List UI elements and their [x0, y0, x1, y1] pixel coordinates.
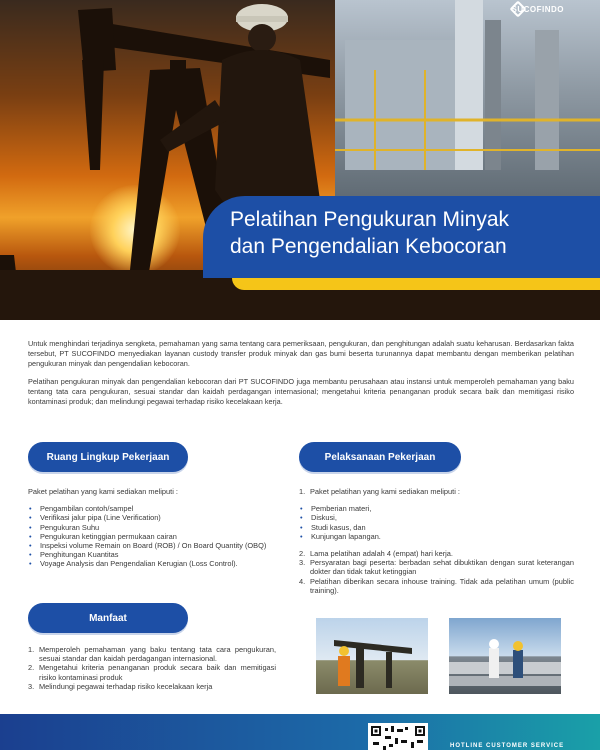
scope-lead: Paket pelatihan yang kami sediakan meliputi :	[28, 487, 178, 496]
list-item: • Penghitungan Kuantitas	[28, 550, 276, 559]
list-item	[28, 663, 276, 681]
execution-steps	[299, 549, 574, 595]
list-text: Memperoleh pemahaman yang baku tentang tata cara pengukuran, sesuai standar dan kaidah perdagangan internasional.	[39, 645, 276, 664]
list-item: • Kunjungan lapangan.	[299, 532, 574, 541]
scope-heading: Ruang Lingkup Pekerjaan	[28, 442, 188, 472]
list-item	[299, 549, 574, 558]
list-item	[299, 558, 574, 576]
list-number: 2.	[299, 549, 306, 559]
scope-section	[28, 487, 276, 569]
page-title	[230, 206, 590, 260]
list-number: 3.	[28, 681, 35, 691]
list-item	[28, 645, 276, 663]
brand-logo: SUCOFINDO	[511, 5, 564, 14]
title-line-2: dan Pengendalian Kebocoran	[230, 235, 507, 258]
list-item: • Verifikasi jalur pipa (Line Verification)	[28, 513, 276, 522]
qr-code-icon	[371, 726, 425, 750]
list-item: • Inspeksi volume Remain on Board (ROB) / On Board Quantity (OBQ)	[28, 541, 276, 550]
title-line-1: Pelatihan Pengukuran Minyak	[230, 208, 510, 231]
pipeline-workers-photo	[449, 618, 561, 694]
list-item	[299, 487, 574, 496]
refinery-photo	[335, 0, 600, 200]
list-item: • Pemberian materi,	[299, 504, 574, 513]
list-text: Mengetahui kriteria penanganan produk secara baik dan memitigasi risiko kontaminasi produk	[39, 663, 276, 682]
list-number: 4.	[299, 576, 306, 586]
list-text: Melindungi pegawai terhadap risiko kecelakaan kerja	[39, 681, 213, 691]
list-item: • Diskusi,	[299, 513, 574, 522]
intro-paragraph-2: Pelatihan pengukuran minyak dan pengendalian kebocoran dari PT SUCOFINDO juga membantu perusahaan atau instansi untuk memperoleh pemahaman yang baku tentang tata cara pengukuran, sesuai standar dan kaidah perdagangan internasional; mengetahui kriteria penanganan produk secara baik dan memitigasi risiko kontaminasi produk; dan melindungi pegawai terhadap risiko kecelakaan kerja.	[28, 377, 574, 406]
list-number: 1.	[299, 487, 306, 496]
execution-method-list	[299, 504, 574, 541]
scope-list	[28, 504, 276, 568]
intro-text	[28, 339, 574, 415]
benefit-section	[28, 645, 276, 691]
list-item	[28, 682, 276, 691]
list-item: • Pengukuran ketinggian permukaan cairan	[28, 532, 276, 541]
list-text: Persyaratan bagi peserta: berbadan sehat dibuktikan dengan surat keterangan dokter dan tidak takut ketinggian	[310, 558, 574, 577]
list-item: • Studi kasus, dan	[299, 523, 574, 532]
execution-heading: Pelaksanaan Pekerjaan	[299, 442, 461, 472]
list-number: 3.	[299, 558, 306, 568]
list-number: 2.	[28, 663, 35, 673]
benefit-list	[28, 645, 276, 691]
benefit-heading: Manfaat	[28, 603, 188, 633]
list-text: Lama pelatihan adalah 4 (empat) hari kerja.	[310, 549, 453, 559]
list-item	[299, 577, 574, 595]
execution-lead: Paket pelatihan yang kami sediakan meliputi :	[310, 487, 460, 496]
execution-section	[299, 487, 574, 595]
list-item: • Voyage Analysis dan Pengendalian Kerugian (Loss Control).	[28, 559, 276, 568]
execution-list	[299, 487, 574, 496]
pump-jack-worker-photo	[316, 618, 428, 694]
list-item: • Pengukuran Suhu	[28, 523, 276, 532]
list-item: • Pengambilan contoh/sampel	[28, 504, 276, 513]
hotline-label: HOTLINE CUSTOMER SERVICE	[450, 743, 565, 749]
qr-code[interactable]	[368, 723, 428, 750]
title-accent-bar	[232, 278, 600, 290]
list-text: Pelatihan diberikan secara inhouse training. Tidak ada pelatihan umum (public training).	[310, 576, 574, 595]
intro-paragraph-1: Untuk menghindari terjadinya sengketa, pemahaman yang sama tentang cara pemeriksaan, pengukuran, dan penghitungan adalah suatu keharusan. Berdasarkan fakta tersebut, PT SUCOFINDO menyediakan layanan custody transfer produk minyak dan gas bumi beserta turunannya dapat membantu dengan memberikan pelatihan pengukuran minyak dan pengendalian kebocoran.	[28, 339, 574, 368]
list-number: 1.	[28, 645, 35, 654]
